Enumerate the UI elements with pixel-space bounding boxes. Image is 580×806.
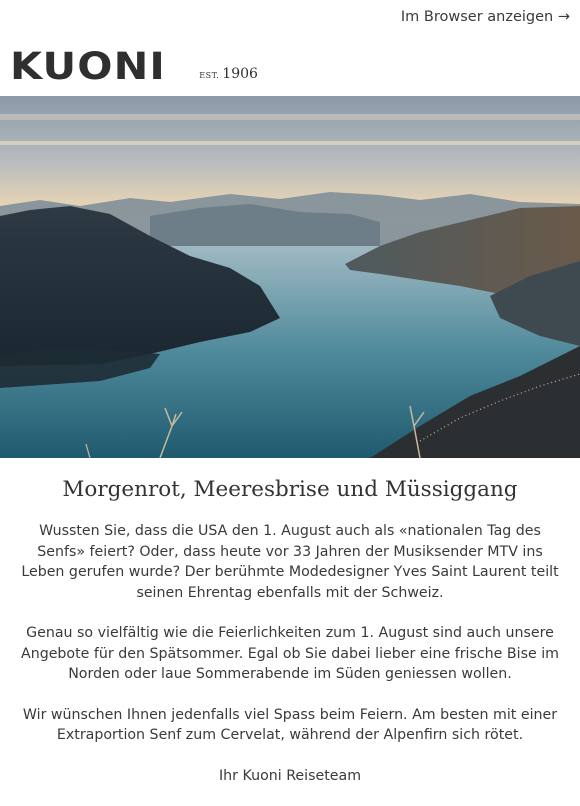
- paragraph-3: Wir wünschen Ihnen jedenfalls viel Spass beim Feiern. Am besten mit einer Extraportion Senf zum Cervelat, während der Alpenfirn sich rötet.: [22, 706, 558, 743]
- headline: Morgenrot, Meeresbrise und Müssiggang: [62, 477, 518, 502]
- view-in-browser-link[interactable]: Im Browser anzeigen →: [400, 9, 570, 25]
- paragraph-2: Genau so vielfältig wie die Feierlichkeiten zum 1. August sind auch unsere Angebote für den Spätsommer. Egal ob Sie dabei lieber eine frische Bise im Norden oder laue Sommerabende im Süden geniessen wollen.: [21, 625, 559, 682]
- est-year: 1906: [222, 66, 258, 82]
- article-body: [14, 521, 566, 806]
- header: [10, 44, 258, 88]
- established-mark: [199, 66, 258, 82]
- kuoni-logo[interactable]: KUONI: [10, 45, 166, 88]
- signature: Ihr Kuoni Reiseteam: [218, 767, 362, 784]
- paragraph-1: Wussten Sie, dass die USA den 1. August auch als «nationalen Tag des Senfs» feiert? Oder, dass heute vor 33 Jahren der Musiksender MTV ins Leben gerufen wurde? Der berühmte Modedesigner Yves Saint Laurent teilt seinen Ehrentag ebenfalls mit der Schweiz.: [21, 523, 559, 601]
- est-label: EST.: [199, 71, 220, 80]
- hero-image[interactable]: [0, 96, 580, 458]
